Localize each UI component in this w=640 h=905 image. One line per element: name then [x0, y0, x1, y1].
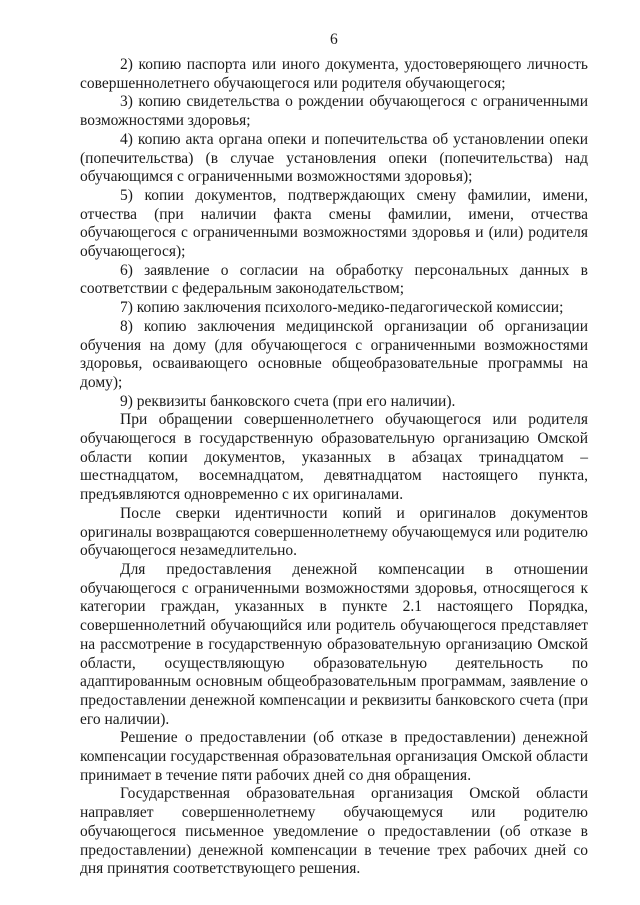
document-body — [80, 56, 588, 879]
paragraph-item-5: 5) копии документов, подтверждающих смену фамилии, имени, отчества (при наличии факта смены фамилии, имени, отчества обучающегося с ограниченными возможностями здоровья и (или) родителя обучающегося); — [80, 186, 588, 261]
paragraph-item-2: 2) копию паспорта или иного документа, удостоверяющего личность совершеннолетнего обучающегося или родителя обучающегося; — [80, 56, 588, 92]
paragraph-originals-return: После сверки идентичности копий и оригиналов документов оригиналы возвращаются совершеннолетнему обучающемуся или родителю обучающегося незамедлительно. — [80, 504, 588, 560]
paragraph-item-9: 9) реквизиты банковского счета (при его наличии). — [120, 392, 456, 410]
paragraph-decision-term: Решение о предоставлении (об отказе в предоставлении) денежной компенсации государственная образовательная организация Омской области принимает в течение пяти рабочих дней со дня обращения. — [80, 729, 588, 784]
paragraph-item-3: 3) копию свидетельства о рождении обучающегося с ограниченными возможностями здоровья; — [80, 93, 588, 130]
paragraph-item-4: 4) копию акта органа опеки и попечительства об установлении опеки (попечительства) (в случае установления опеки (попечительства) над обучающимся с ограниченными возможностями здоровья); — [80, 130, 588, 186]
paragraph-notification: Государственная образовательная организация Омской области направляет совершеннолетнему обучающемуся или родителю обучающегося письменное уведомление о предоставлении (об отказе в предоставлении) денежной компенсации в течение трех рабочих дней со дня принятия соответствующего решения. — [80, 785, 588, 878]
paragraph-item-6: 6) заявление о согласии на обработку персональных данных в соответствии с федеральным законодательством; — [80, 261, 588, 298]
paragraph-item-7: 7) копию заключения психолого-медико-педагогической комиссии; — [120, 299, 564, 317]
paragraph-originals-presentation: При обращении совершеннолетнего обучающегося или родителя обучающегося в государственную образовательную организацию Омской области копии документов, указанных в абзацах тринадцатом – шестнадцатом, восемнадцатом, девятнадцатом настоящего пункта, предъявляются одновременно с их оригиналами. — [80, 411, 588, 504]
page-number: 6 — [330, 31, 338, 48]
paragraph-item-8: 8) копию заключения медицинской организации об организации обучения на дому (для обучающегося с ограниченными возможностями здоровья, осваивающего основные общеобразовательные программы на дому); — [80, 317, 588, 391]
paragraph-compensation-application: Для предоставления денежной компенсации в отношении обучающегося с ограниченными возможностями здоровья, относящегося к категории граждан, указанных в пункте 2.1 настоящего Порядка, совершеннолетний обучающийся или родитель обучающегося представляет на рассмотрение в государственную образовательную организацию Омской области, осуществляющую образовательную деятельность по адаптированным основным общеобразовательным программам, заявление о предоставлении денежной компенсации и реквизиты банковского счета (при его наличии). — [80, 560, 588, 728]
